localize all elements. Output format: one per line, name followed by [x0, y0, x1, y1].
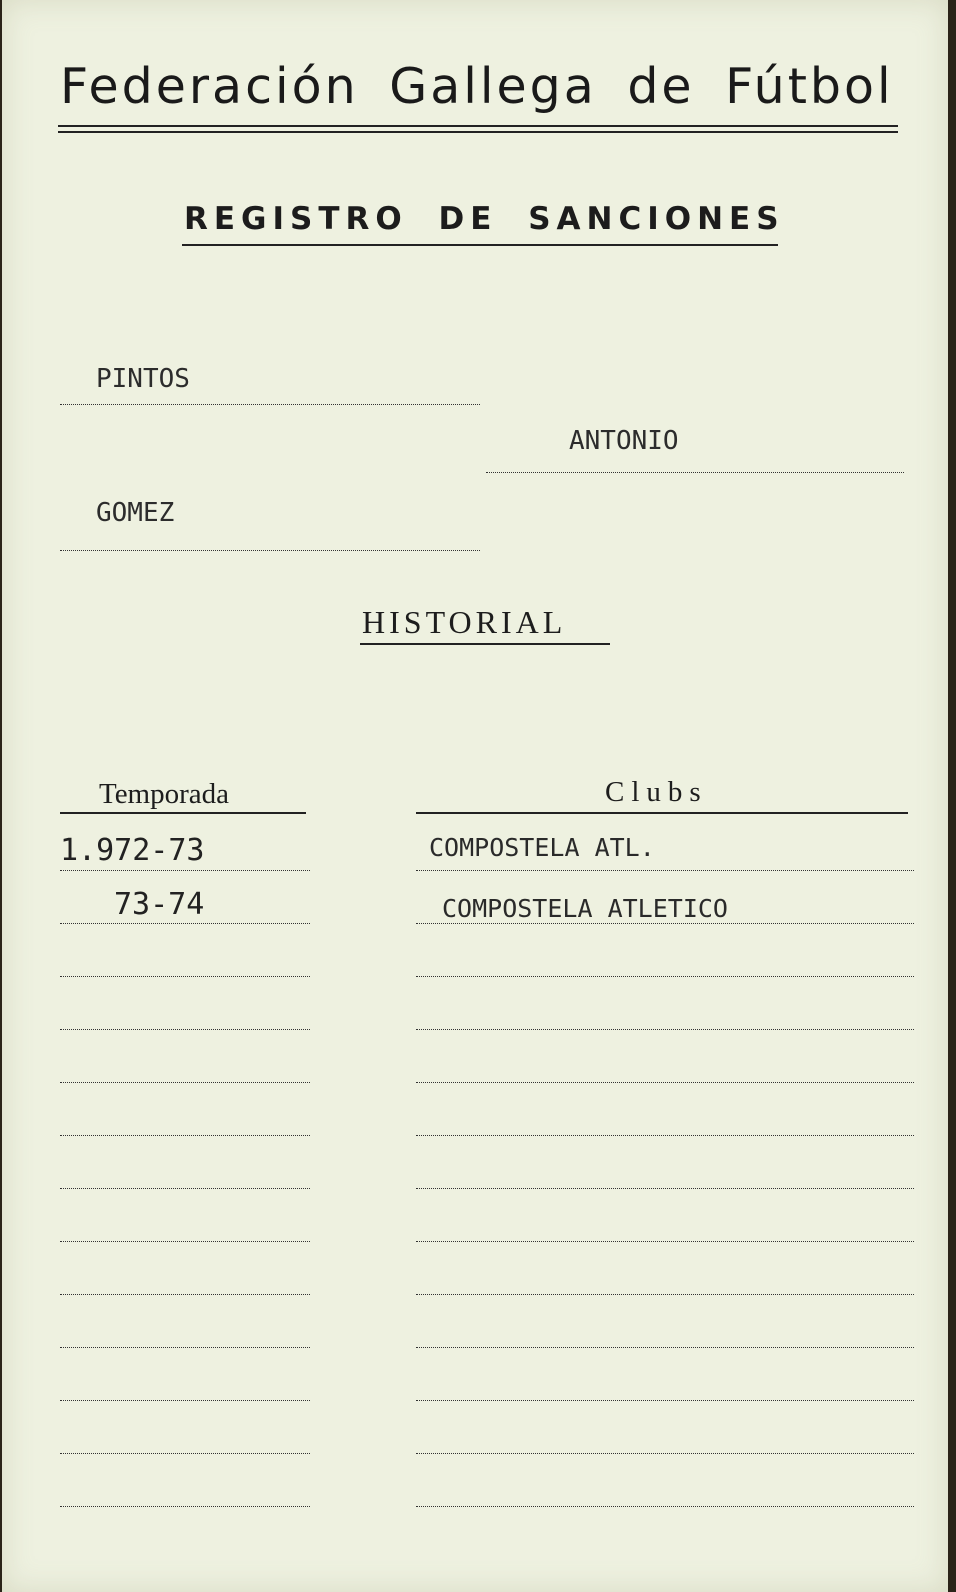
club-entry-line — [416, 1188, 914, 1189]
club-entry-line — [416, 1135, 914, 1136]
club-entry-line — [416, 1241, 914, 1242]
form-title-underline — [182, 244, 778, 246]
club-entry-line — [416, 1082, 914, 1083]
title-rule-bottom — [58, 131, 898, 133]
season-entry-line — [60, 1188, 310, 1189]
club-value: COMPOSTELA ATL. — [429, 833, 655, 862]
club-entry-line — [416, 1400, 914, 1401]
club-entry-line — [416, 1506, 914, 1507]
season-entry-line — [60, 1453, 310, 1454]
historial-underline — [360, 643, 610, 645]
title-rule-top — [58, 125, 898, 127]
form-title: REGISTRO DE SANCIONES — [184, 201, 785, 237]
season-entry-line — [60, 1506, 310, 1507]
season-entry-line — [60, 976, 310, 977]
clubs-column-header: Clubs — [605, 776, 708, 808]
surname-2-line — [60, 550, 480, 551]
clubs-header-rule — [416, 812, 908, 814]
season-entry-line — [60, 1029, 310, 1030]
club-value: COMPOSTELA ATLETICO — [442, 894, 728, 923]
club-entry-line — [416, 1294, 914, 1295]
season-value: 1.972-73 — [60, 833, 205, 868]
season-column-header: Temporada — [99, 778, 230, 810]
season-entry-line — [60, 1135, 310, 1136]
first-name-value: ANTONIO — [569, 426, 679, 456]
surname-1-line — [60, 404, 480, 405]
season-header-rule — [60, 812, 306, 814]
club-entry-line — [416, 1029, 914, 1030]
season-entry-line — [60, 1347, 310, 1348]
club-entry-line — [416, 1453, 914, 1454]
season-entry-line — [60, 1082, 310, 1083]
season-value: 73-74 — [114, 887, 205, 922]
first-name-line — [486, 472, 904, 473]
season-entry-line — [60, 870, 310, 871]
club-entry-line — [416, 923, 914, 924]
season-entry-line — [60, 1294, 310, 1295]
club-entry-line — [416, 870, 914, 871]
season-entry-line — [60, 923, 310, 924]
historial-heading: HISTORIAL — [362, 604, 567, 640]
club-entry-line — [416, 1347, 914, 1348]
sanctions-record-card — [2, 0, 948, 1592]
federation-title: Federación Gallega de Fútbol — [60, 58, 894, 115]
season-entry-line — [60, 1400, 310, 1401]
surname-1-value: PINTOS — [96, 364, 190, 394]
club-entry-line — [416, 976, 914, 977]
surname-2-value: GOMEZ — [96, 498, 175, 528]
season-entry-line — [60, 1241, 310, 1242]
